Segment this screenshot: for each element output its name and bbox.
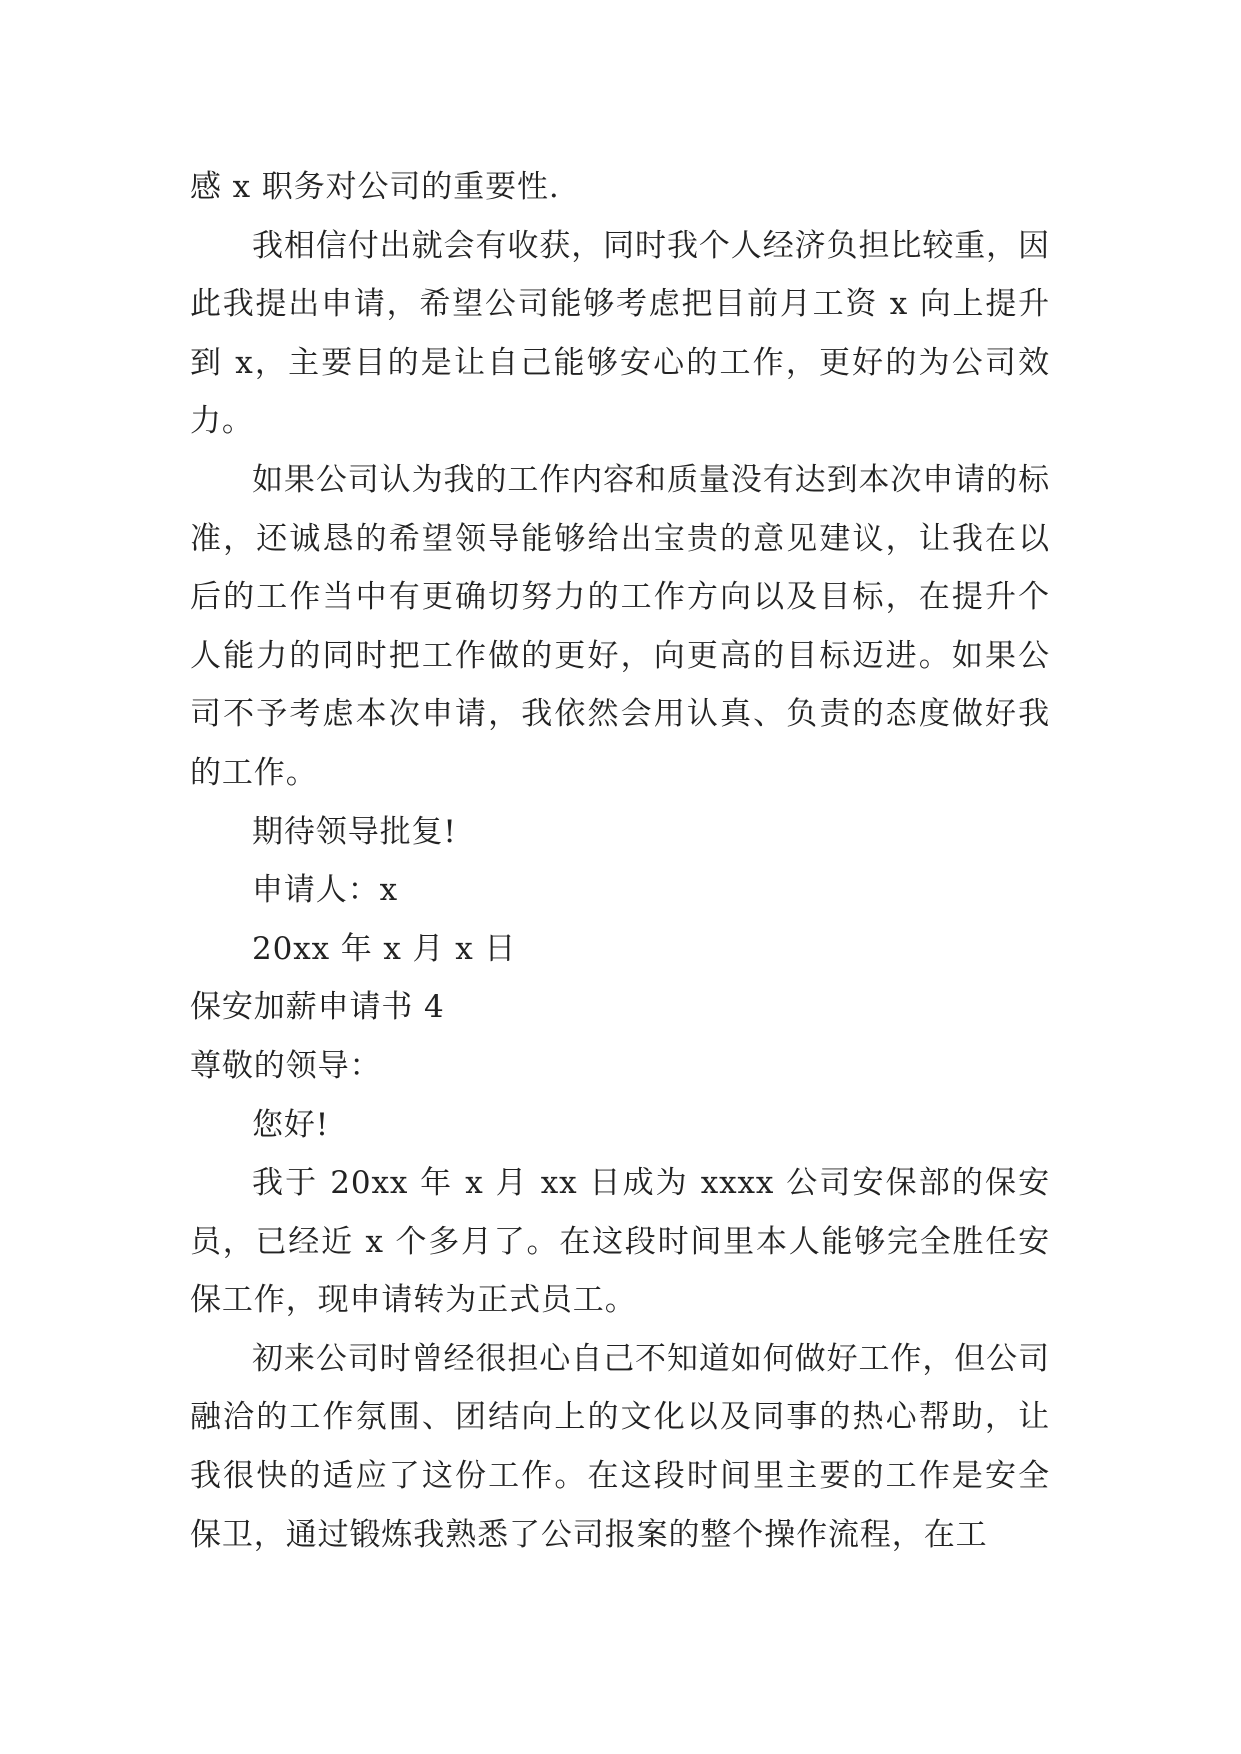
paragraph: 如果公司认为我的工作内容和质量没有达到本次申请的标准，还诚恳的希望领导能够给出宝贵的意见建议，让我在以后的工作当中有更确切努力的工作方向以及目标，在提升个人能力的同时把工作做的更好，向更高的目标迈进。如果公司不予考虑本次申请，我依然会用认真、负责的态度做好我的工作。 [190, 461, 1050, 791]
closing-line: 期待领导批复! [252, 813, 457, 850]
paragraph: 我相信付出就会有收获，同时我个人经济负担比较重，因此我提出申请，希望公司能够考虑把目前月工资 x 向上提升到 x，主要目的是让自己能够安心的工作，更好的为公司效力。 [190, 227, 1050, 440]
paragraph: 感 x 职务对公司的重要性. [190, 169, 560, 205]
document-body [190, 158, 1050, 1564]
salutation: 尊敬的领导： [190, 1047, 382, 1084]
applicant-line: 申请人：x [252, 872, 398, 909]
paragraph: 我于 20xx 年 x 月 xx 日成为 xxxx 公司安保部的保安员，已经近 x 个多月了。在这段时间里本人能够完全胜任安保工作，现申请转为正式员工。 [190, 1165, 1050, 1319]
section-title: 保安加薪申请书 4 [190, 989, 445, 1026]
greeting: 您好! [252, 1106, 330, 1143]
date-line: 20xx 年 x 月 x 日 [252, 930, 517, 967]
paragraph: 初来公司时曾经很担心自己不知道如何做好工作，但公司融洽的工作氛围、团结向上的文化以及同事的热心帮助，让我很快的适应了这份工作。在这段时间里主要的工作是安全保卫，通过锻炼我熟悉了公司报案的整个操作流程，在工 [190, 1340, 1050, 1553]
